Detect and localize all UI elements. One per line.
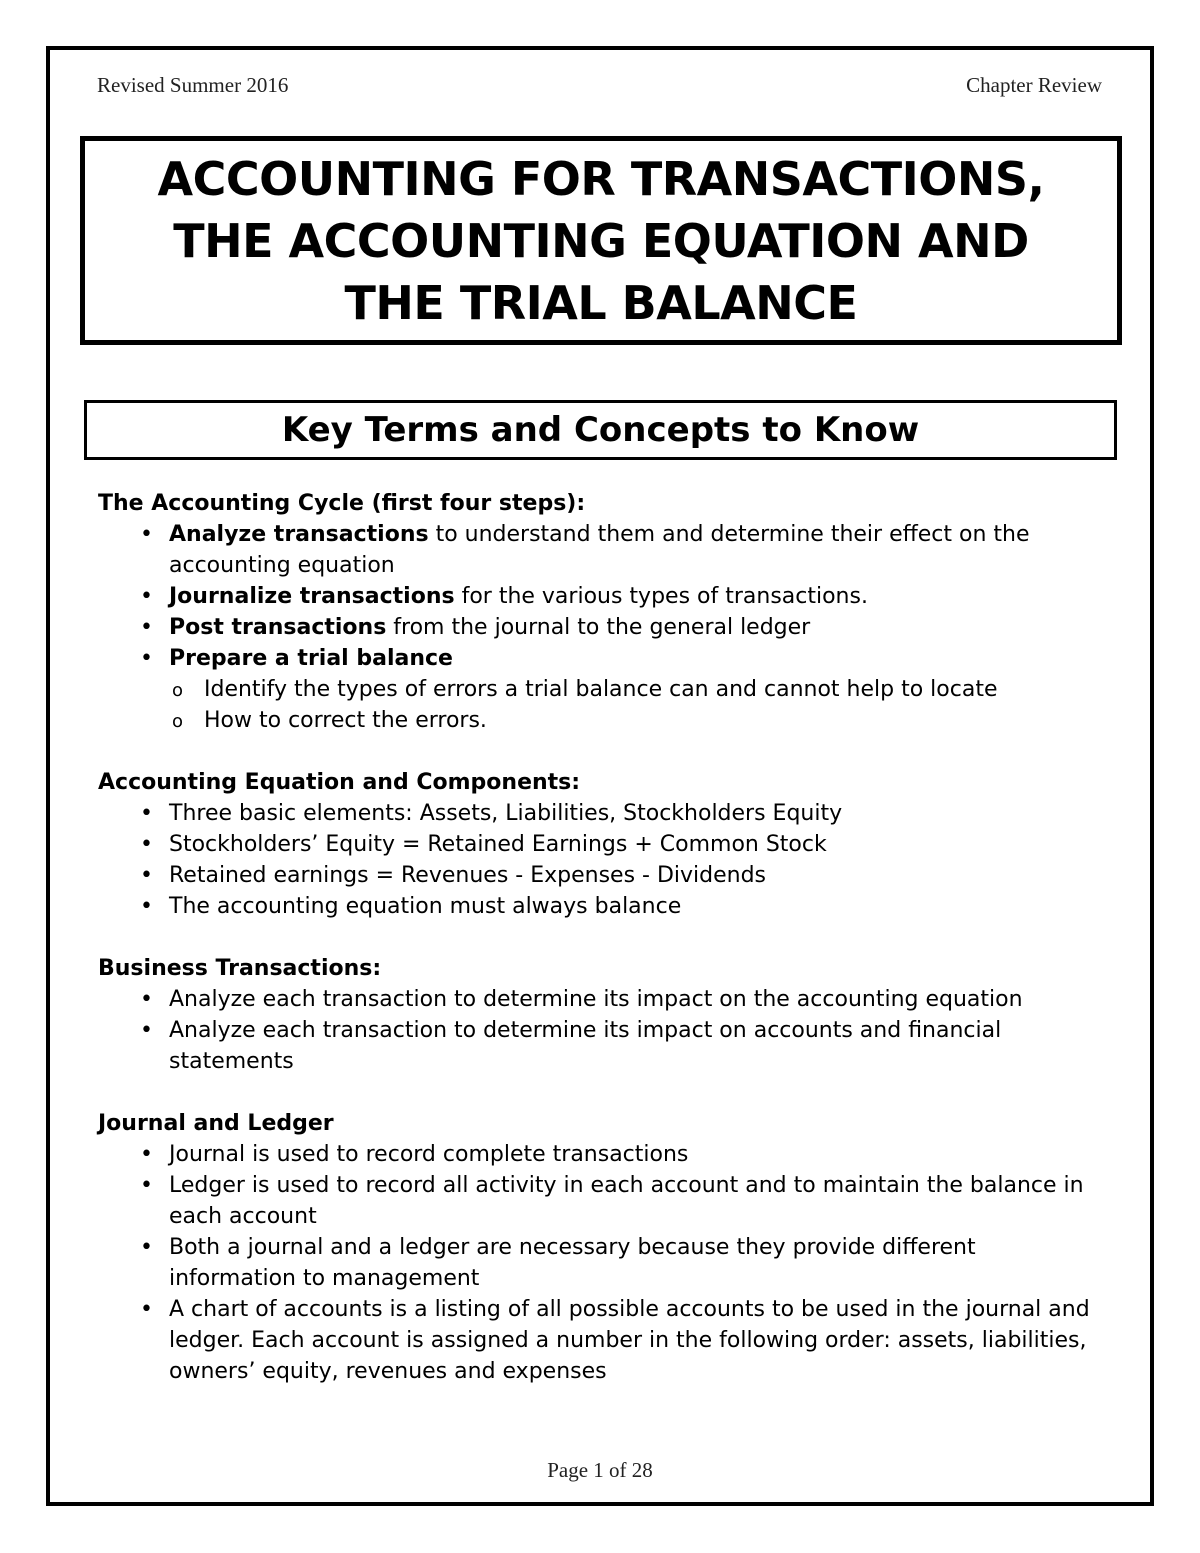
term-description: from the journal to the general ledger	[386, 615, 811, 640]
list-item: • Both a journal and a ledger are necessary because they provide different information to management	[98, 1232, 1108, 1294]
term: Analyze transactions	[169, 522, 429, 547]
list-item	[98, 581, 1108, 612]
header-chapter-label: Chapter Review	[966, 73, 1102, 97]
bullet-list	[98, 984, 1108, 1077]
document-title	[158, 148, 1045, 334]
title-line: THE TRIAL BALANCE	[344, 275, 858, 330]
term: Journalize transactions	[169, 584, 455, 609]
list-item: • Analyze each transaction to determine its impact on accounts and financial statements	[98, 1015, 1108, 1077]
list-item: • Three basic elements: Assets, Liabilities, Stockholders Equity	[98, 798, 1108, 829]
term-description: for the various types of transactions.	[454, 584, 868, 609]
sub-list	[169, 674, 1108, 736]
group-business-transactions	[98, 953, 1108, 1077]
group-title: The Accounting Cycle (first four steps):	[98, 491, 586, 516]
bullet-list	[98, 519, 1108, 736]
section-heading: Key Terms and Concepts to Know	[281, 410, 920, 450]
group-accounting-equation	[98, 767, 1108, 922]
list-item: • Retained earnings = Revenues - Expenses - Dividends	[98, 860, 1108, 891]
list-item: • Journal is used to record complete transactions	[98, 1139, 1108, 1170]
bullet-list	[98, 1139, 1108, 1387]
term: Post transactions	[169, 615, 387, 640]
term: Prepare a trial balance	[169, 646, 453, 671]
list-item: • Ledger is used to record all activity in each account and to maintain the balance in each account	[98, 1170, 1108, 1232]
list-item: • Analyze each transaction to determine its impact on the accounting equation	[98, 984, 1108, 1015]
title-line: THE ACCOUNTING EQUATION AND	[173, 213, 1029, 268]
list-item: • The accounting equation must always balance	[98, 891, 1108, 922]
list-item	[98, 643, 1108, 736]
sub-list-item: o Identify the types of errors a trial balance can and cannot help to locate	[169, 674, 1108, 705]
list-item: • A chart of accounts is a listing of all possible accounts to be used in the journal and ledger. Each account is assigned a number in the following order: assets, liabilities, owners’ equity, revenues and expenses	[98, 1294, 1108, 1387]
group-title: Accounting Equation and Components:	[98, 770, 581, 795]
list-item: • Stockholders’ Equity = Retained Earnings + Common Stock	[98, 829, 1108, 860]
list-item	[98, 612, 1108, 643]
list-item	[98, 519, 1108, 581]
content	[98, 488, 1108, 1418]
term-description: to understand them and determine their effect on the accounting equation	[169, 522, 1030, 578]
bullet-list	[98, 798, 1108, 922]
page-number: Page 1 of 28	[547, 1458, 653, 1482]
section-heading-box	[84, 400, 1117, 460]
title-box	[80, 136, 1122, 345]
group-journal-ledger	[98, 1108, 1108, 1387]
group-title: Journal and Ledger	[98, 1111, 334, 1136]
title-line: ACCOUNTING FOR TRANSACTIONS,	[157, 151, 1045, 206]
sub-list-item: o How to correct the errors.	[169, 705, 1108, 736]
group-title: Business Transactions:	[98, 956, 382, 981]
header-revision-date: Revised Summer 2016	[97, 73, 289, 97]
group-accounting-cycle	[98, 488, 1108, 736]
